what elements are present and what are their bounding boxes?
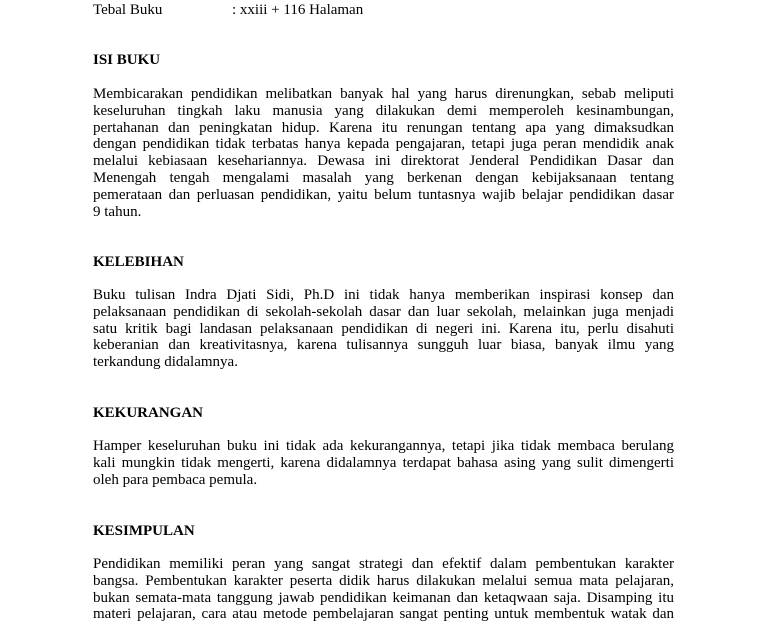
paragraph-kekurangan bbox=[93, 438, 674, 488]
text-line: keseluruhan tingkah laku manusia yang dilakukan demi memperoleh kesinambungan, bbox=[93, 102, 674, 119]
text-line: dengan pendidikan tidak terbatas hanya kepada pengajaran, tetapi juga peran mendidik anak bbox=[93, 136, 674, 153]
text-line: materi pelajaran, cara atau metode pembelajaran sangat penting untuk membentuk watak dan bbox=[93, 606, 674, 623]
text-line: Buku tulisan Indra Djati Sidi, Ph.D ini tidak hanya memberikan inspirasi konsep dan bbox=[93, 287, 674, 303]
book-thickness-label: Tebal Buku bbox=[93, 2, 163, 18]
book-thickness-value: : xxiii + 116 Halaman bbox=[232, 2, 364, 18]
text-line: oleh para pembaca pemula. bbox=[93, 471, 258, 488]
text-line: melalui kebiasaan kesehariannya. Dewasa ini direktorat Jenderal Pendidikan Dasar dan bbox=[93, 153, 674, 170]
text-line: pelaksanaan pendidikan di sekolah-sekolah dasar dan luar sekolah, melainkan juga menjadi bbox=[93, 303, 674, 320]
text-line: Hamper keseluruhan buku ini tidak ada kekurangannya, tetapi jika tidak membaca berulang bbox=[93, 438, 674, 454]
paragraph-kesimpulan bbox=[93, 556, 674, 623]
heading-kelebihan: KELEBIHAN bbox=[93, 254, 184, 270]
text-line: terkandung didalamnya. bbox=[93, 354, 238, 371]
heading-kesimpulan: KESIMPULAN bbox=[93, 523, 195, 539]
text-line: pemerataan dan perluasan pendidikan, yaitu belum tuntasnya wajib belajar pendidikan dasar bbox=[93, 186, 674, 203]
text-line: Pendidikan memiliki peran yang sangat strategi dan efektif dalam pembentukan karakter bbox=[93, 556, 674, 572]
text-line: pertahanan dan peningkatan hidup. Karena itu renungan tentang apa yang dimaksudkan bbox=[93, 119, 674, 136]
text-line: Membicarakan pendidikan melibatkan banyak hal yang harus direnungkan, sebab meliputi bbox=[93, 86, 674, 102]
text-line: bangsa. Pembentukan karakter peserta didik harus dilakukan melalui semua mata pelajaran, bbox=[93, 572, 674, 589]
paragraph-isi-buku bbox=[93, 86, 674, 220]
text-line: satu kritik bagi landasan pelaksanaan pendidikan di negeri ini. Karena itu, perlu disahuti bbox=[93, 320, 674, 337]
text-line: 9 tahun. bbox=[93, 203, 142, 220]
heading-isi-buku: ISI BUKU bbox=[93, 52, 161, 68]
text-line: kali mungkin tidak mengerti, karena didalamnya terdapat bahasa asing yang sulit dimengerti bbox=[93, 454, 674, 471]
heading-kekurangan: KEKURANGAN bbox=[93, 405, 204, 421]
text-line: keberanian dan kreativitasnya, karena tulisannya sungguh luar biasa, banyak ilmu yang bbox=[93, 337, 674, 354]
text-line: Menengah tengah mengalami masalah yang berkenan dengan kebijaksanaan tentang bbox=[93, 169, 674, 186]
text-line: bukan semata-mata tanggung jawab pendidikan keimanan dan ketaqwaan saja. Disamping itu bbox=[93, 589, 674, 606]
paragraph-kelebihan bbox=[93, 287, 674, 371]
